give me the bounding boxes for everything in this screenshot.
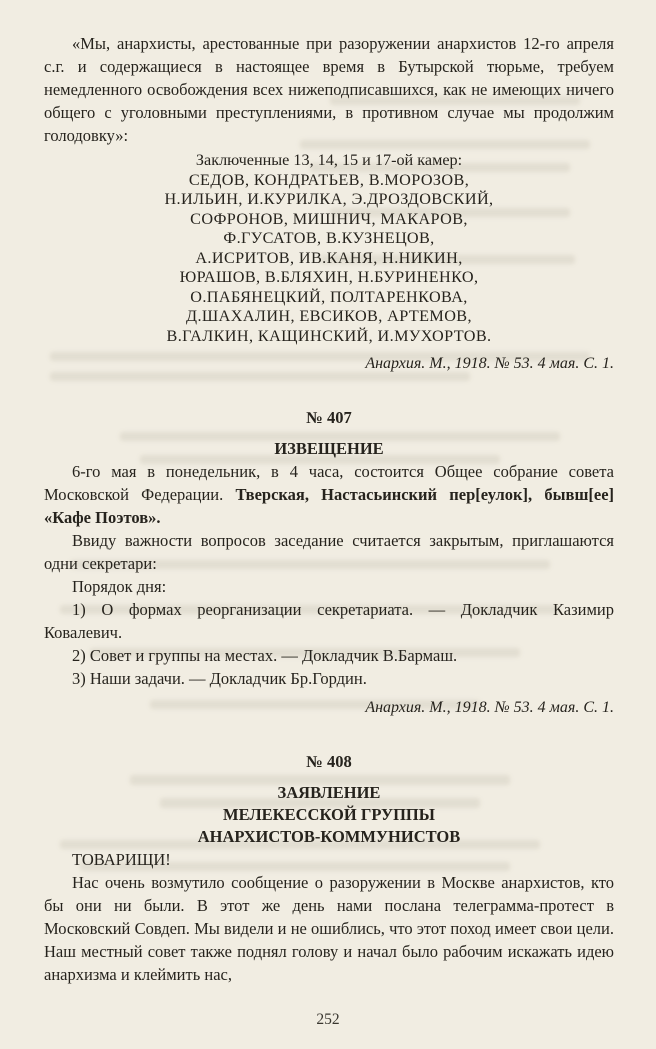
prisoner-line: А.ИСРИТОВ, ИВ.КАНЯ, Н.НИКИН,: [195, 248, 463, 267]
document-406-section: [44, 32, 614, 375]
page-content: [44, 32, 614, 986]
document-title-line: ЗАЯВЛЕНИЕ: [277, 783, 381, 802]
document-title-line: АНАРХИСТОВ-КОММУНИСТОВ: [197, 827, 461, 846]
prisoner-line: О.ПАБЯНЕЦКИЙ, ПОЛТАРЕНКОВА,: [190, 287, 468, 306]
agenda-item: 2) Совет и группы на местах. — Докладчик В.Бармаш.: [72, 646, 458, 665]
statement-paragraph: Нас очень возмутило сообщение о разоружении в Москве анархистов, кто бы они ни были. В этот же день нами послана телеграмма-протест в Московский Совдеп. Мы видели и не ошиблись, что этот поход имеет свои цели. Наш местный совет также поднял голову и начал было рабочим искажать идею анархизма и клеймить нас,: [44, 873, 614, 984]
document-408-section: [44, 751, 614, 986]
prisoner-line: СОФРОНОВ, МИШНИЧ, МАКАРОВ,: [190, 209, 468, 228]
document-title-line: МЕЛЕКЕССКОЙ ГРУППЫ: [223, 805, 435, 824]
document-number: № 408: [306, 752, 352, 771]
prisoner-list-heading: Заключенные 13, 14, 15 и 17-ой камер:: [195, 151, 463, 169]
agenda-item: 1) О формах реорганизации секретариата. — Докладчик Казимир Ковалевич.: [44, 600, 614, 642]
prisoner-line: Ф.ГУСАТОВ, В.КУЗНЕЦОВ,: [223, 229, 435, 247]
document-title: [44, 782, 614, 848]
closed-session-paragraph: Ввиду важности вопросов заседание считается закрытым, приглашаются одни секретари:: [44, 531, 614, 573]
document-title: ИЗВЕЩЕНИЕ: [274, 439, 384, 458]
prisoner-line: ЮРАШОВ, В.БЛЯХИН, Н.БУРИНЕНКО,: [179, 268, 479, 286]
prisoner-list: [44, 151, 614, 346]
quote-paragraph: «Мы, анархисты, арестованные при разоружении анархистов 12-го апреля с.г. и содержащиеся в настоящее время в Бутырской тюрьме, требуем немедленного освобождения всех нижеподписавшихся, как не имеющих ничего общего с уголовными преступлениями, в противном случае мы продолжим голодовку»:: [44, 34, 614, 145]
document-407-section: [44, 407, 614, 719]
source-citation: Анархия. М., 1918. № 53. 4 мая. С. 1.: [365, 699, 614, 716]
prisoner-line: Д.ШАХАЛИН, ЕВСИКОВ, АРТЕМОВ,: [186, 307, 472, 325]
prisoner-line: В.ГАЛКИН, КАЩИНСКИЙ, И.МУХОРТОВ.: [166, 326, 492, 345]
source-citation: Анархия. М., 1918. № 53. 4 мая. С. 1.: [365, 355, 614, 372]
prisoner-line: Н.ИЛЬИН, И.КУРИЛКА, Э.ДРОЗДОВСКИЙ,: [164, 190, 494, 208]
announcement-text: 6-го мая в понедельник, в 4 часа, состоится Общее собрание совета Московской Федерации.: [44, 462, 614, 504]
agenda-label: Порядок дня:: [72, 577, 167, 596]
announcement-address: Тверская, Настасьинский пер[еулок], бывш[ее] «Кафе Поэтов».: [44, 485, 615, 527]
salutation: ТОВАРИЩИ!: [72, 850, 171, 869]
page-number: 252: [316, 1011, 340, 1028]
document-number: № 407: [306, 408, 352, 427]
agenda-item: 3) Наши задачи. — Докладчик Бр.Гордин.: [72, 669, 367, 688]
announcement-paragraph: [44, 460, 614, 529]
prisoner-line: СЕДОВ, КОНДРАТЬЕВ, В.МОРОЗОВ,: [188, 170, 470, 189]
